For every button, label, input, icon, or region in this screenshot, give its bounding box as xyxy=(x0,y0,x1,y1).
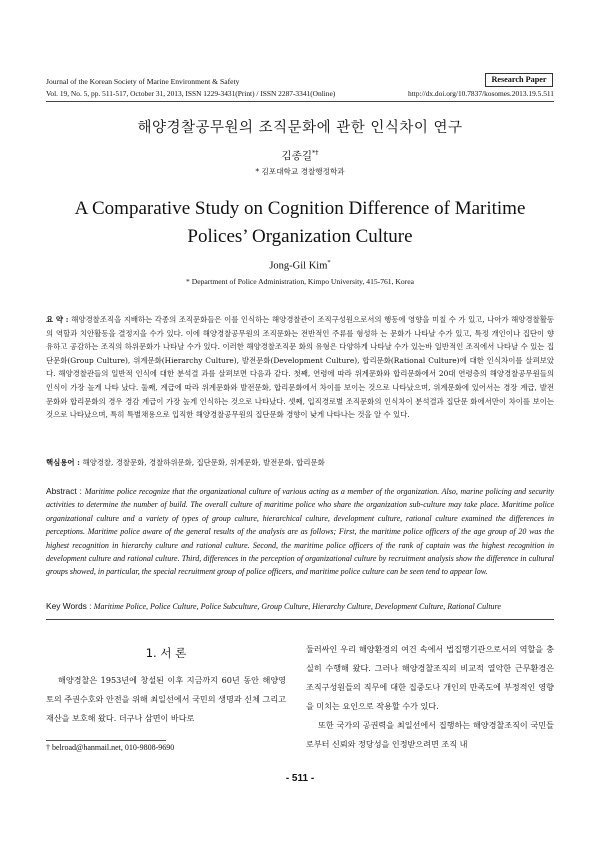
title-english: A Comparative Study on Cognition Difference of Maritime Polices’ Organization Culture xyxy=(74,198,526,247)
abstract-english-label: Abstract : xyxy=(46,486,85,496)
section-1-left-text: 해양경찰은 1953년에 창설된 이후 지금까지 60년 동안 해양영토의 주권수호와 안전을 위해 최일선에서 국민의 생명과 신체 그리고 재산을 보호해 왔다. 더구나 삼면이 바다로 xyxy=(46,675,286,723)
abstract-korean xyxy=(46,313,554,422)
journal-name: Journal of the Korean Society of Marine Environment & Safety xyxy=(46,77,240,86)
author-korean-mark: *† xyxy=(311,148,319,157)
keywords-korean-label: 핵심용어 : xyxy=(46,458,83,467)
abstract-english-text: Maritime police recognize that the organizational culture of various acting as a member of the organization. Also, marine policing and security activities to determine the number of build. The overall culture of maritime police who share the organization sub-culture may take place. Maritime police organizational culture and a variety of types of group culture, hierarchical culture, development culture, rational culture examined the differences in perceptions. Maritime police aware of the general results of the analysis are as follows; First, the maritime police officers of the age group of 20 was the highest recognition in hierarchy culture and rational culture. Second, the maritime police officers of the rank of captain was the highest recognition in development culture and rational culture. Third, differences in the perception of organizational culture by recruitment analysis show the difference in cultural groups showed, in particular, the special recruitment group of police officers, and maritime police culture can be seen tend to appear low. xyxy=(46,487,554,577)
keywords-korean xyxy=(46,456,554,470)
affiliation-english: * Department of Police Administration, Kimpo University, 415-761, Korea xyxy=(186,277,414,286)
footnote-email: belroad@hanmail.net, 010-9808-9690 xyxy=(52,743,175,752)
footnote-mark: † xyxy=(46,743,50,752)
doi-link[interactable]: http://dx.doi.org/10.7837/kosomes.2013.19.5.511 xyxy=(408,89,554,98)
header-rule xyxy=(46,101,554,102)
footnote-rule xyxy=(46,740,166,741)
volume-line: Vol. 19, No. 5, pp. 511-517, October 31, 2013, ISSN 1229-3431(Print) / ISSN 2287-3341(Online) xyxy=(46,89,336,98)
keywords-english-text: Maritime Police, Police Culture, Police Subculture, Group Culture, Hierarchy Culture, Development Culture, Rational Culture xyxy=(93,602,501,611)
abstract-english xyxy=(46,485,554,579)
author-english xyxy=(0,259,600,272)
abstract-korean-label: 요 약 : xyxy=(46,315,72,324)
footnote xyxy=(46,743,174,752)
keywords-rule xyxy=(46,619,554,620)
research-paper-badge: Research Paper xyxy=(485,73,553,87)
page-number: - 511 - xyxy=(285,773,315,784)
keywords-english xyxy=(46,600,554,613)
title-korean: 해양경찰공무원의 조직문화에 관한 인식차이 연구 xyxy=(137,120,463,136)
section-1-right-text-1: 둘러싸인 우리 해양환경의 여건 속에서 법집행기관으로서의 역할을 충실히 수행해 왔다. 그러나 해양경찰조직의 비교적 열악한 근무환경은 조직구성원들의 직무에 대한 집중도나 개인의 만족도에 부정적인 영향을 미치는 요인으로 작용할 수가 있다. xyxy=(306,644,554,711)
section-1-right-text-2: 또한 국가의 공권력을 최일선에서 집행하는 해양경찰조직이 국민들로부터 신뢰와 정당성을 인정받으려면 조직 내 xyxy=(306,720,554,749)
section-1-title: 1. 서 론 xyxy=(145,646,187,660)
author-korean-name: 김종길 xyxy=(281,150,312,162)
author-english-mark: * xyxy=(327,259,331,266)
author-korean xyxy=(0,148,600,163)
keywords-english-label: Key Words : xyxy=(46,601,94,611)
author-english-name: Jong-Gil Kim xyxy=(269,260,328,272)
affiliation-korean: * 김포대학교 경찰행정학과 xyxy=(255,167,345,176)
abstract-korean-text: 해양경찰조직을 지배하는 각종의 조직문화들은 이를 인식하는 해양경찰관이 조직구성원으로서의 행동에 영향을 미칠 수 가 있고, 나아가 해양경찰활동의 역할과 치안활동을 결정지을 수가 있다. 이에 해양경찰공무원의 조직문화는 전반적인 주류를 형성하 는 문화가 나타날 수가 있고, 특정 개인이나 집단이 향유하고 공감하는 조직의 하위문화가 나타날 수가 있다. 이러한 해양경찰조직문 화의 유형은 다양하게 나타날 수가 있는바 일반적인 조직에서 나타날 수 있는 집단문화(Group Culture), 위계문화(Hierarchy Culture), 발전문화(Development Culture), 합리문화(Rational Culture)에 대한 인식차이를 살펴보았다. 해양경찰관들의 일반적 인식에 대한 분석결 과를 살펴보면 다음과 같다. 첫째, 연령에 따라 위계문화와 합리문화에서 20대 연령층의 해양경찰공무원들의 인식이 가장 높게 나타 났다. 둘째, 계급에 따라 위계문화와 발전문화, 합리문화에서 차이를 보이는 것으로 나타났으며, 위계문화에 있어서는 경장 계급, 발전 문화와 합리문화의 경우 경감 계급이 가장 높게 인식하는 것으로 나타났다. 셋째, 입직경로별 조직문화의 인식차이 분석결과 집단문 화에서만이 차이를 보이는 것으로 나타났으며, 특히 특별채용으로 입직한 해양경찰공무원의 집단문화 경향이 낮게 나타나는 것을 알 수 있다. xyxy=(46,315,554,420)
keywords-korean-text: 해양경찰, 경찰문화, 경찰하위문화, 집단문화, 위계문화, 발전문화, 합리문화 xyxy=(82,458,325,467)
